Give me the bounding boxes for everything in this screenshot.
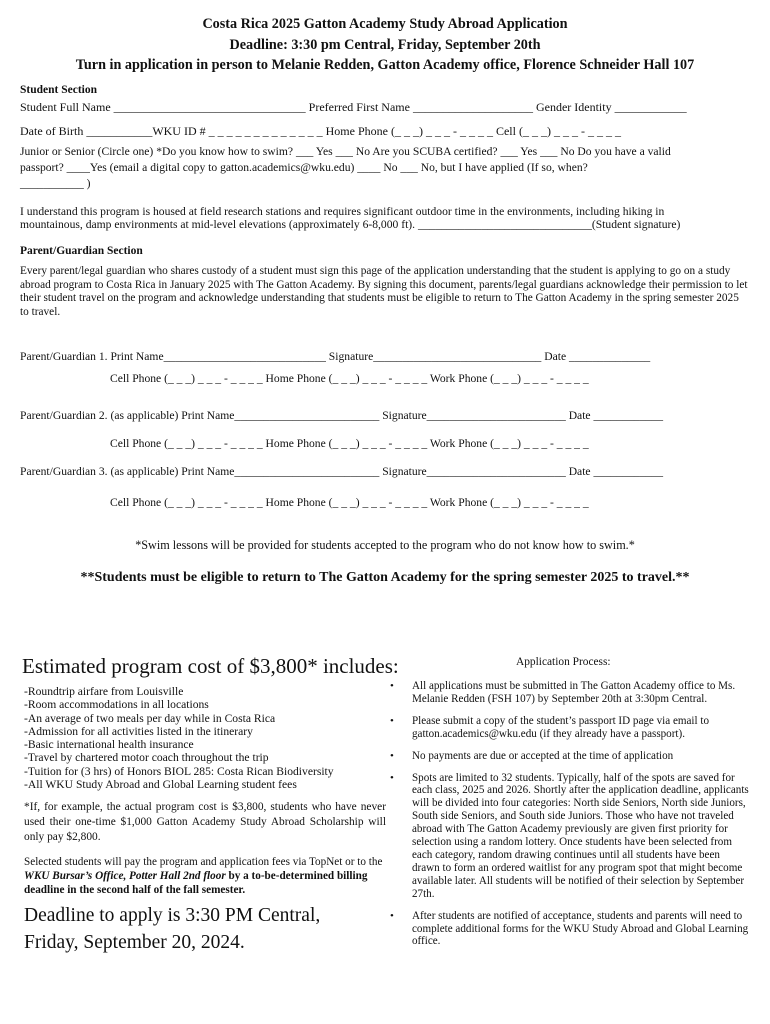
guardian-1-phones: Cell Phone (_ _ _) _ _ _ - _ _ _ _ Home Phone (_ _ _) _ _ _ - _ _ _ _ Work Phone (_ _ _) _ _ _ - _ _ _ _ bbox=[110, 372, 589, 385]
bullet-icon: • bbox=[390, 714, 394, 727]
process-item: • No payments are due or accepted at the time of application bbox=[390, 749, 674, 762]
payment-note bbox=[24, 856, 384, 897]
title-line-1: Costa Rica 2025 Gatton Academy Study Abroad Application bbox=[202, 16, 568, 32]
student-name-row: Student Full Name ________________________________ Preferred First Name ____________________ Gender Identity ____________ bbox=[20, 100, 687, 114]
cost-include-list bbox=[24, 685, 334, 791]
student-dob-row: Date of Birth ___________WKU ID # _ _ _ _ _ _ _ _ _ _ _ _ _ Home Phone (_ _ _) _ _ _ - _ _ _ _ Cell (_ _ _) _ _ _ - _ _ _ _ bbox=[20, 124, 621, 138]
cost-item: -Basic international health insurance bbox=[24, 738, 194, 752]
student-questions-row: Junior or Senior (Circle one) *Do you know how to swim? ___ Yes ___ No Are you SCUBA certified? ___ Yes ___ No Do you have a valid bbox=[20, 145, 671, 158]
eligibility-note: **Students must be eligible to return to The Gatton Academy for the spring semester 2025 to travel.** bbox=[80, 570, 690, 585]
cost-item: -Roundtrip airfare from Louisville bbox=[24, 685, 184, 698]
understand-statement: I understand this program is housed at field research stations and requires significant outdoor time in the environments, including hiking in bbox=[20, 205, 665, 218]
guardian-consent-paragraph: Every parent/legal guardian who shares custody of a student must sign this page of the application understanding that the student is applying to go on a study abroad program to Costa Rica in January 2025 with The Gatton Academy. By signing this document, parents/legal guardians acknowledge their permission to let their student travel on the program and acknowledge understanding that students must be eligible to return to The Gatton Academy in the spring semester 2025 to travel. bbox=[20, 265, 748, 318]
bullet-icon: • bbox=[390, 749, 394, 762]
guardian-3-line: Parent/Guardian 3. (as applicable) Print Name_________________________ Signature________________________ Date ____________ bbox=[20, 465, 664, 478]
guardian-2-phones: Cell Phone (_ _ _) _ _ _ - _ _ _ _ Home Phone (_ _ _) _ _ _ - _ _ _ _ Work Phone (_ _ _) _ _ _ - _ _ _ _ bbox=[110, 437, 589, 450]
cost-item: -Tuition for (3 hrs) of Honors BIOL 285: Costa Rican Biodiversity bbox=[24, 764, 334, 778]
apply-deadline-line-2: Friday, September 20, 2024. bbox=[24, 932, 245, 953]
process-item: • Please submit a copy of the student’s passport ID page via email to gatton.academics@wku.edu (if they already have a passport). bbox=[390, 714, 710, 740]
bullet-icon: • bbox=[390, 909, 394, 922]
cost-heading: Estimated program cost of $3,800* includes: bbox=[22, 654, 399, 678]
process-item: • After students are notified of acceptance, students and parents will need to complete additional forms for the WKU Study Abroad and Global Learning office. bbox=[390, 909, 749, 948]
apply-deadline-line-1: Deadline to apply is 3:30 PM Central, bbox=[24, 905, 321, 926]
bursar-office: WKU Bursar’s Office, Potter Hall 2nd floor bbox=[24, 869, 226, 882]
bullet-icon: • bbox=[390, 771, 394, 784]
cost-footnote: *If, for example, the actual program cost is $3,800, students who have never used their one-time $1,000 Gatton Academy Study Abroad Scholarship will only pay $2,800. bbox=[24, 801, 386, 843]
understand-signature: mountainous, damp environments at mid-level elevations (approximately 6-8,000 ft). ______________________________(Student signature) bbox=[20, 218, 681, 231]
cost-item: -An average of two meals per day while in Costa Rica bbox=[24, 711, 276, 725]
guardian-2-line: Parent/Guardian 2. (as applicable) Print Name_________________________ Signature________________________ Date ____________ bbox=[20, 409, 664, 422]
cost-item: -All WKU Study Abroad and Global Learning student fees bbox=[24, 778, 297, 792]
process-item: • Spots are limited to 32 students. Typically, half of the spots are saved for each class, 2025 and 2026. Shortly after the application deadline, applicants will be divided into four categories: North side Seniors, North side Juniors, South side Seniors, and South side Juniors. Those who have not traveled abroad with The Gatton Academy previously are given first priority for selection using a random lottery. Once students have been selected from each category, random drawing continues until all students have been drawn to form an ordered waitlist for any program spot that might become available later. All students will be notified of their selection by September 27th. bbox=[390, 771, 749, 900]
turn-in-line: Turn in application in person to Melanie Redden, Gatton Academy office, Florence Schneider Hall 107 bbox=[75, 57, 695, 73]
cost-item: -Admission for all activities listed in the itinerary bbox=[24, 724, 253, 738]
deadline-line: Deadline: 3:30 pm Central, Friday, September 20th bbox=[229, 37, 541, 53]
guardian-3-phones: Cell Phone (_ _ _) _ _ _ - _ _ _ _ Home Phone (_ _ _) _ _ _ - _ _ _ _ Work Phone (_ _ _) _ _ _ - _ _ _ _ bbox=[110, 496, 589, 509]
student-section-heading: Student Section bbox=[20, 84, 97, 96]
student-passport-row: passport? ____Yes (email a digital copy to gatton.academics@wku.edu) ____ No ___ No, but I have applied (If so, when? bbox=[20, 161, 588, 174]
process-item: • All applications must be submitted in The Gatton Academy office to Ms. Melanie Redden (FSH 107) by September 20th at 3:30pm Central. bbox=[390, 680, 736, 705]
payment-note-text: Selected students will pay the program and application fees via TopNet or to the bbox=[24, 856, 383, 868]
guardian-1-line: Parent/Guardian 1. Print Name____________________________ Signature_____________________________ Date ______________ bbox=[20, 350, 651, 363]
payment-deadline: by a to-be-determined billing deadline in the second half of the fall semester. bbox=[24, 869, 368, 896]
bullet-icon: • bbox=[390, 680, 394, 692]
cost-item: -Room accommodations in all locations bbox=[24, 698, 209, 712]
process-heading: Application Process: bbox=[516, 656, 611, 668]
guardian-section-heading: Parent/Guardian Section bbox=[20, 245, 143, 257]
student-passport-when: ___________ ) bbox=[20, 177, 91, 190]
process-list bbox=[390, 680, 750, 957]
swim-note: *Swim lessons will be provided for students accepted to the program who do not know how to swim.* bbox=[135, 538, 635, 552]
cost-item: -Travel by chartered motor coach throughout the trip bbox=[24, 751, 269, 765]
